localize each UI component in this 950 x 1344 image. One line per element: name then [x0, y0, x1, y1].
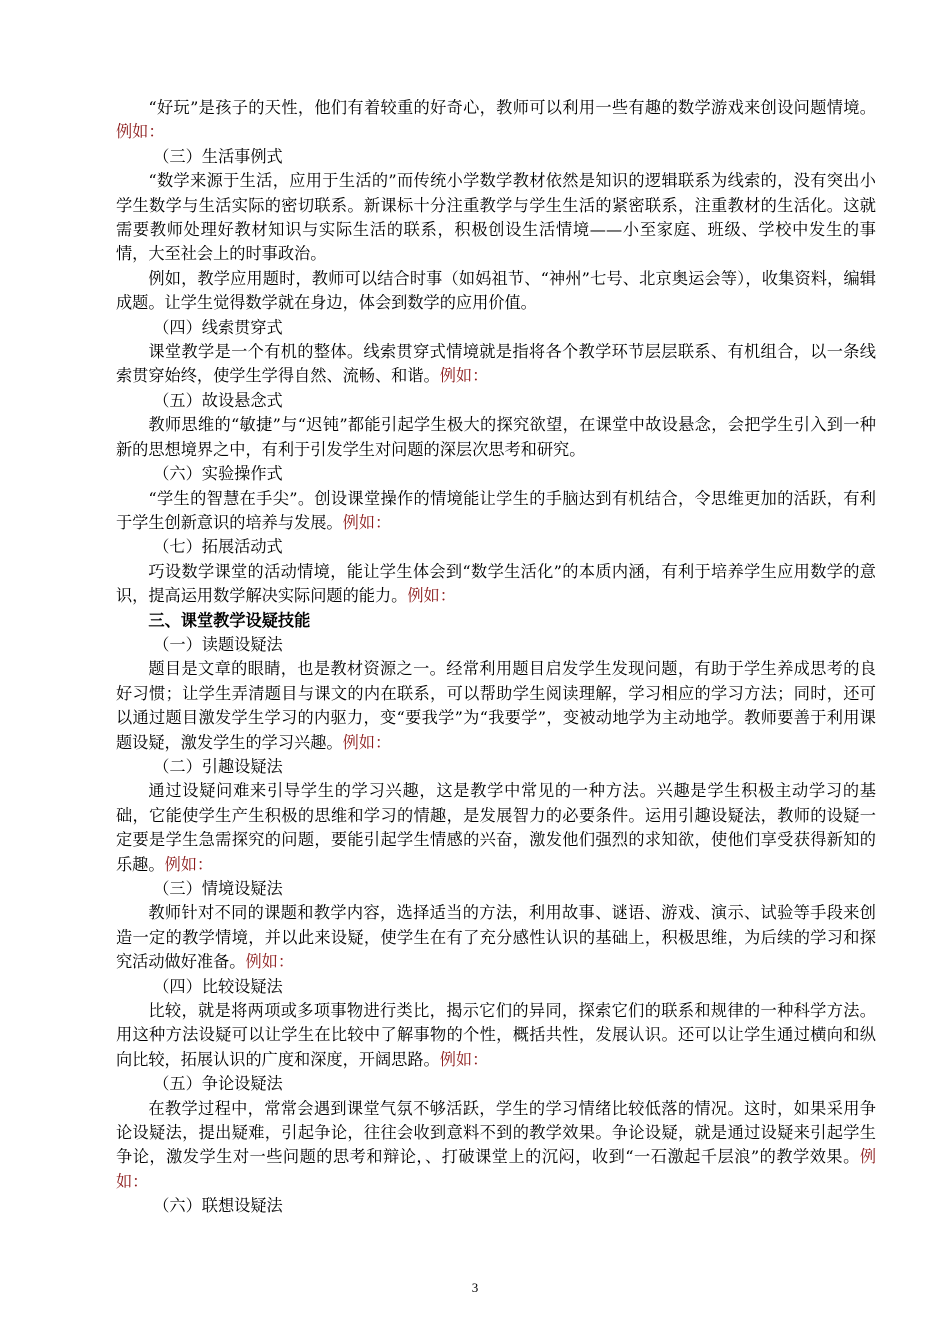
example-label: 例如：	[439, 366, 489, 386]
subsection-heading	[116, 535, 876, 559]
page-number: 3	[471, 1280, 479, 1295]
paragraph	[116, 657, 876, 755]
section-heading	[116, 609, 876, 633]
subsection-heading	[116, 975, 876, 999]
subsection-heading	[116, 1194, 876, 1218]
example-label: 例如：	[245, 952, 295, 972]
paragraph-text: （三）生活事例式	[153, 146, 283, 166]
paragraph	[116, 1097, 876, 1195]
paragraph	[116, 169, 876, 267]
paragraph-text: （五）争论设疑法	[153, 1074, 283, 1094]
paragraph-text: （四）比较设疑法	[153, 976, 283, 996]
paragraph	[116, 999, 876, 1072]
example-label: 例如：	[342, 512, 392, 532]
paragraph-text: （五）故设悬念式	[153, 390, 283, 410]
example-label: 例如：	[439, 1049, 489, 1069]
paragraph	[116, 413, 876, 462]
subsection-heading	[116, 316, 876, 340]
paragraph-text: 题目是文章的眼睛，也是教材资源之一。经常利用题目启发学生发现问题，有助于学生养成思考的良好习惯；让学生弄清题目与课文的内在联系，可以帮助学生阅读理解，学习相应的学习方法；同时，还可以通过题目激发学生学习的内驱力，变“要我学”为“我要学”，变被动地学为主动地学。教师要善于利用课题设疑，激发学生的学习兴趣。	[116, 659, 876, 752]
paragraph-text: （三）情境设疑法	[153, 879, 283, 898]
subsection-heading	[116, 1072, 876, 1096]
paragraph	[116, 901, 876, 974]
document-body	[116, 96, 876, 1219]
subsection-heading	[116, 877, 876, 901]
paragraph-text: 教师思维的“敏捷”与“迟钝”都能引起学生极大的探究欲望，在课堂中故设悬念，会把学生引入到一种新的思想境界之中，有利于引发学生对问题的深层次思考和研究。	[116, 415, 876, 459]
paragraph-text: 教师针对不同的课题和教学内容，选择适当的方法，利用故事、谜语、游戏、演示、试验等手段来创造一定的教学情境，并以此来设疑，使学生在有了充分感性认识的基础上，积极思维，为后续的学习和探究活动做好准备。	[116, 903, 876, 972]
example-label: 例如：	[407, 586, 456, 606]
paragraph-text: 课堂教学是一个有机的整体。线索贯穿式情境就是指将各个教学环节层层联系、有机组合，以一条线索贯穿始终，使学生学得自然、流畅、和谐。	[116, 342, 876, 386]
subsection-heading	[116, 633, 876, 657]
paragraph	[116, 267, 876, 316]
subsection-heading	[116, 462, 876, 486]
paragraph-text: “数学来源于生活，应用于生活的”而传统小学数学教材依然是知识的逻辑联系为线索的，没有突出小学生数学与生活实际的密切联系。新课标十分注重教学与学生生活的紧密联系，注重教材的生活化。这就需要教师处理好教材知识与实际生活的联系，积极创设生活情境——小至家庭、班级、学校中发生的事情，大至社会上的时事政治。	[116, 171, 876, 264]
paragraph-text: “好玩”是孩子的天性，他们有着较重的好奇心，教师可以利用一些有趣的数学游戏来创设问题情境。	[148, 98, 876, 117]
paragraph-text: （二）引趣设疑法	[153, 756, 283, 776]
paragraph-text: “学生的智慧在手尖”。创设课堂操作的情境能让学生的手脑达到有机结合，令思维更加的活跃，有利于学生创新意识的培养与发展。	[116, 488, 876, 532]
example-label: 例如：	[116, 1147, 876, 1191]
paragraph	[116, 487, 876, 536]
example-label: 例如：	[342, 732, 392, 752]
paragraph	[116, 96, 876, 145]
paragraph-text: 比较，就是将两项或多项事物进行类比，揭示它们的异同，探索它们的联系和规律的一种科学方法。用这种方法设疑可以让学生在比较中了解事物的个性，概括共性，发展认识。还可以让学生通过横向和纵向比较，拓展认识的广度和深度，开阔思路。	[116, 1001, 876, 1069]
paragraph-text: （六）实验操作式	[153, 464, 283, 484]
example-label: 例如：	[116, 122, 165, 142]
paragraph	[116, 779, 876, 877]
paragraph	[116, 340, 876, 389]
paragraph-text: （七）拓展活动式	[153, 537, 283, 557]
paragraph	[116, 560, 876, 609]
paragraph-text: 巧设数学课堂的活动情境，能让学生体会到“数学生活化”的本质内涵，有利于培养学生应用数学的意识，提高运用数学解决实际问题的能力。	[116, 561, 876, 606]
paragraph-text: 例如，教学应用题时，教师可以结合时事（如妈祖节、“神州”七号、北京奥运会等），收集资料，编辑成题。让学生觉得数学就在身边，体会到数学的应用价值。	[116, 268, 876, 313]
paragraph-text: 在教学过程中，常常会遇到课堂气氛不够活跃，学生的学习情绪比较低落的情况。这时，如果采用争论设疑法，提出疑难，引起争论，往往会收到意料不到的教学效果。争论设疑，就是通过设疑来引起学生争论，激发学生对一些问题的思考和辩论，、打破课堂上的沉闷，收到“一石激起千层浪”的教学效果。	[116, 1098, 876, 1167]
subsection-heading	[116, 145, 876, 169]
paragraph-text: 三、课堂教学设疑技能	[148, 610, 311, 630]
paragraph-text: （六）联想设疑法	[153, 1196, 283, 1216]
subsection-heading	[116, 389, 876, 413]
example-label: 例如：	[164, 854, 214, 874]
paragraph-text: （一）读题设疑法	[153, 634, 283, 654]
subsection-heading	[116, 755, 876, 779]
paragraph-text: 通过设疑问难来引导学生的学习兴趣，这是教学中常见的一种方法。兴趣是学生积极主动学习的基础，它能使学生产生积极的思维和学习的情趣，是发展智力的必要条件。运用引趣设疑法，教师的设疑一定要是学生急需探究的问题，要能引起学生情感的兴奋，激发他们强烈的求知欲，使他们享受获得新知的乐趣。	[116, 781, 876, 874]
paragraph-text: （四）线索贯穿式	[153, 317, 283, 337]
